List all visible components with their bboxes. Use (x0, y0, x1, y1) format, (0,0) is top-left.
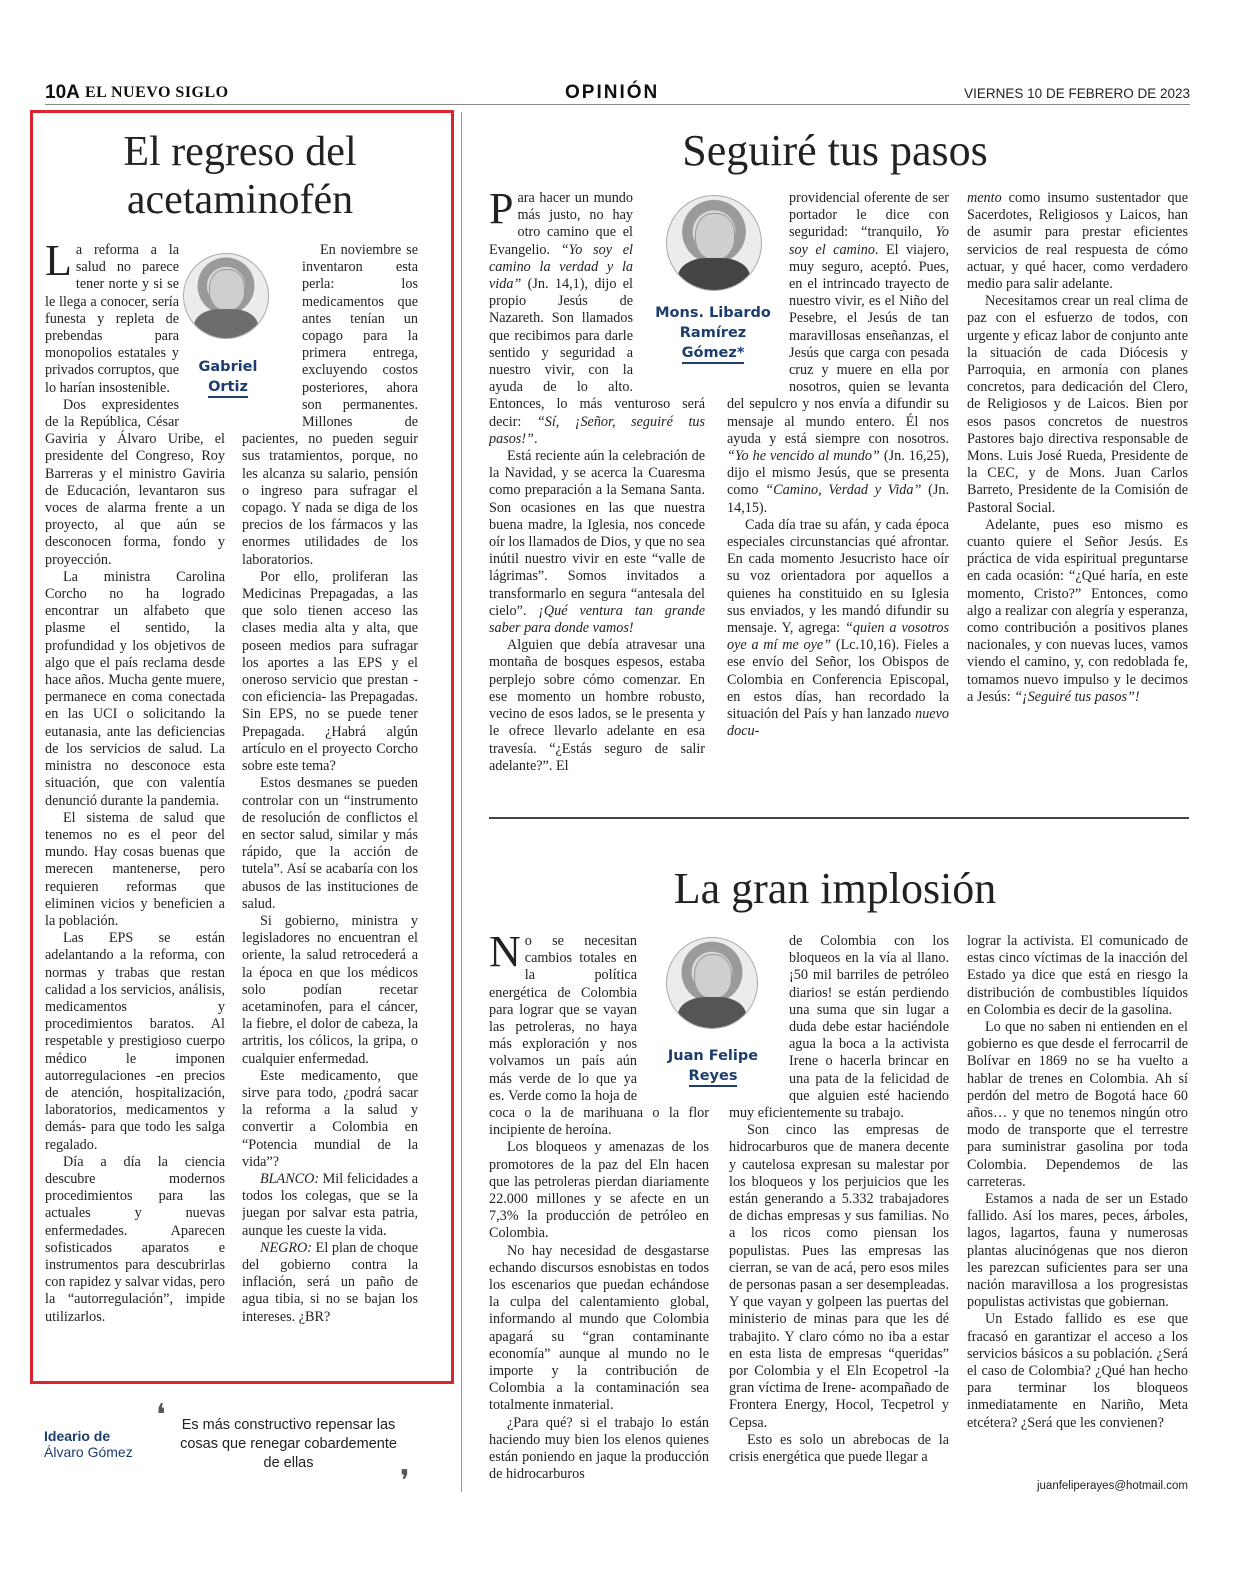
article-title (40, 128, 440, 225)
open-quote-icon: ❛ (156, 1398, 166, 1433)
page-header (45, 82, 1190, 106)
article-3-column-3 (967, 933, 1188, 1478)
article-2-column-2 (727, 190, 949, 778)
ideario-quote: Es más constructivo repensar las cosas que renegar cobardemente de ellas (180, 1417, 397, 1471)
article-2-column-2-text: providencial oferente de ser portador le dice con seguridad: “tranquilo, Yo soy el camino. El viajero, muy seguro, aceptó. Pues, en el intrincado trayecto de nuestro vivir, es el Niño del Pesebre, el Jesús de tan maravillosas enseñanzas, el Jesús que carga con pesada cruz y muere en ella por nosotros, quien se levanta del sepulcro y nos envía a difundir su mensaje al mundo entero. Él nos ayuda y está siempre con nosotros. “Yo he vencido al mundo” (Jn. 16,25), dijo el mismo Jesús, que se presenta como “Camino, Verdad y Vida” (Jn. 14,15). Cada día trae su afán, y cada época especiales circunstancias qué afrontar. En cada momento Jesucristo hace oír su voz orientadora por aquellos a quienes ha constituido en su Iglesia sus enviados, y les mandó difundir su mensaje. Y, agrega: “quien a vosotros oye a mí me oye” (Lc.10,16). Fieles a ese envío del Señor, los Obispos de Colombia en Conferencia Episcopal, en estos días, han recordado la situación del País y han lanzado nuevo docu- (727, 190, 949, 740)
author-2-line3: Gómez* (682, 344, 745, 364)
article-title-line1: El regreso del (123, 129, 357, 175)
article-3-column-3-text: lograr la activista. El comunicado de estas cinco víctimas de la inacción del Estado ya dice que está en riesgo la distribución de combustibles líquidos en Colombia es decir de la gasolina. Lo que no saben ni entienden en el gobierno es que desde el ferrocarril de Bolívar en 1869 no se ha vuelto a hablar de trenes en Colombia. Ah sí perdón del metro de Bogotá hace 60 años… y que no tenemos ningún otro modo de transporte que el terrestre para suministrar gasolina por toda Colombia. Dependemos de las carreteras. Estamos a nada de ser un Estado fallido. Así los mares, peces, árboles, lagos, lagartos, fauna y numerosas plantas alucinógenas que nos dieron les parezcan suficientes para ser una nación maravillosa a los progresistas populistas activistas que gobiernan. Un Estado fallido es ese que fracasó en garantizar el acceso a los servicios básicos a su población. ¿Será el caso de Colombia? ¿Qué han hecho para terminar los bloqueos inmediatamente en Nariño, Meta etcétera? ¿Será que les convienen? (967, 933, 1188, 1431)
author-3-email[interactable]: juanfeliperayes@hotmail.com (1036, 1480, 1188, 1492)
article-2-title: Seguiré tus pasos (682, 126, 988, 175)
horizontal-separator (489, 817, 1189, 819)
page-number: 10A (45, 82, 80, 103)
article-3-column-1-text: No se necesitan cambios totales en la política energética de Colombia para lograr que se vayan las petroleras, no haya más exploración y nos volvamos un país aún más verde de lo que ya es. Verde como la hoja de coca o la de marihuana o la flor incipiente de heroína. Los bloqueos y amenazas de los promotores de la paz del Eln hacen que las petroleras pierdan diariamente 22.000 millones y se afecte en un 7,3% la producción de petróleo en Colombia. No hay necesidad de desgastarse echando discursos esnobistas en todos los escenarios que puedan echándose la culpa del calentamiento global, informando al mundo que Colombia apagará su “gran contaminante economía” aunque al mundo no le importe y la contribución de Colombia a la contaminación sea totalmente inmaterial. ¿Para qué? si el trabajo lo están haciendo muy bien los elenos quienes están poniendo en jaque la producción de hidrocarburos (489, 933, 709, 1483)
article-3-column-1 (489, 933, 709, 1495)
article-column-2 (242, 242, 418, 1367)
column-separator (461, 112, 462, 1492)
issue-date: VIERNES 10 DE FEBRERO DE 2023 (964, 86, 1190, 101)
article-column-1 (45, 242, 225, 1367)
section-title: OPINIÓN (565, 82, 660, 103)
close-quote-icon: ❜ (400, 1464, 410, 1499)
ideario-label-line2: Álvaro Gómez (44, 1444, 133, 1460)
ideario-label-line1: Ideario de (44, 1428, 111, 1444)
article-column-1-text: La reforma a la salud no parece tener norte y si se le llega a conocer, sería funesta y repleta de prebendas para monopolios estatales y privados corruptos, que lo harían insostenible. Dos expresidentes de la República, César Gaviria y Álvaro Uribe, el presidente del Congreso, Roy Barreras y el ministro Gaviria de Educación, levantaron sus voces de alarma frente a un proyecto, al que aún se desconocen forma, fondo y proyección. La ministra Carolina Corcho no ha logrado encontrar un alfabeto que plasme el sentido, la profundidad y los objetivos de algo que el país reclama desde hace años. Mucha gente muere, permanece en coma conectada en las UCI o solicitando la eutanasia, ante las deficiencias de los servicios de salud. La ministra no desconoce esta situación, que con valentía denunció durante la pandemia. El sistema de salud que tenemos no es el peor del mundo. Hay cosas buenas que merecen mantenerse, pero requieren reformas que eliminen vicios y beneficien a la población. Las EPS se están adelantando a la reforma, con normas y trabas que restan calidad a los servicios, análisis, medicamentos y procedimientos baratos. Al respetable y prestigioso cuerpo médico le imponen autorregulaciones -en precios de atención, hospitalización, laboratorios, medicamentos y demás- para que todo les salga regalado. Día a día la ciencia descubre modernos procedimientos para las actuales y nuevas enfermedades. Aparecen sofisticados aparatos e instrumentos para descubrirlas con rapidez y salvar vidas, pero la “autorregulación”, impide utilizarlos. (45, 242, 225, 1325)
article-title-line2: acetaminofén (126, 177, 354, 224)
article-3-column-2-text: de Colombia con los bloqueos en la vía al llano. ¡50 mil barriles de petróleo diarios! se están perdiendo una suma que sin lugar a duda debe estar haciéndole agua la boca a la activista Irene o hacerla brincar en una pata de la felicidad de que alguien esté haciendo muy eficientemente su trabajo. Son cinco las empresas de hidrocarburos que de manera decente y cautelosa expresan su malestar por los bloqueos y los perjuicios que les están generando a 5.332 trabajadores de dichas empresas y sus familias. No a los ricos como piensan los populistas. Pues las empresas las cierran, se van de acá, pero esos miles de personas pasan a ser desempleadas. Y que vayan y golpeen las puertas del ministerio de minas para que les dé trabajito. Y claro cómo no iba a estar en esta lista de empresas “queridas” por Colombia y el Eln Ecopetrol -la gran víctima de Irene- acompañado de Frontera Energy, Hocol, Tecpetrol y Cepsa. Esto es solo un abrebocas de la crisis energética que puede llegar a (729, 933, 949, 1466)
article-3-column-2 (729, 933, 949, 1495)
author-3-line1: Juan Felipe (667, 1048, 759, 1064)
author-first-name: Gabriel (198, 359, 258, 375)
masthead: EL NUEVO SIGLO (85, 84, 229, 101)
ideario-label (44, 1428, 133, 1460)
ideario-box (44, 1398, 444, 1499)
header-rule (45, 104, 1190, 105)
article-2-column-1 (489, 190, 705, 778)
article-column-2-text: En noviembre se inventaron esta perla: los medicamentos que antes tenían un copago para la primera entrega, excluyendo costos posteriores, ahora son permanentes. Millones de pacientes, no pueden seguir sus tratamientos, porque, no les alcanza su salario, pensión o ingreso para sufragar el copago. Y nada se diga de los precios de los fármacos y las enormes utilidades de los laboratorios. Por ello, proliferan las Medicinas Prepagadas, a las que solo tienen acceso las clases media alta y alta, que poseen medios para sufragar los aportes a las EPS y el oneroso servicio que prestan -con eficiencia- las Prepagadas. Sin EPS, no se puede tener Prepagada. ¿Habrá algún artículo en el proyecto Corcho sobre este tema? Estos desmanes se pueden controlar con un “instrumento de resolución de conflictos el en sector salud, similar y más rápido, que la acción de tutela”. Así se acabaría con los abusos de las instituciones de salud. Si gobierno, ministra y legisladores no encuentran el oriente, la salud retrocederá a la época en que los médicos solo podían recetar acetaminofen, para el cáncer, la fiebre, el dolor de cabeza, la artritis, los cólicos, la gripa, o cualquier enfermedad. Este medicamento, que sirve para todo, ¿podrá sacar la reforma a la salud y convertir a Colombia en “Potencia mundial de la vida”? BLANCO: Mil felicidades a todos los colegas, que se la juegan por salvar esta patria, aunque les cueste la vida. NEGRO: El plan de choque del gobierno contra la inflación, será un paño de agua tibia, si no se bajan los intereses. ¿BR? (242, 242, 418, 1325)
author-last-name: Ortiz (208, 378, 248, 398)
article-2-column-3 (967, 190, 1188, 778)
author-3-line2: Reyes (689, 1067, 738, 1087)
article-2-column-1-text: Para hacer un mundo más justo, no hay otro camino que el Evangelio. “Yo soy el camino la verdad y la vida” (Jn. 14,1), dijo el propio Jesús de Nazareth. Son llamados que recibimos para darle sentido y seguridad a nuestro vivir, con la ayuda de lo alto. Entonces, lo más venturoso será decir: “Sí, ¡Señor, seguiré tus pasos!”. Está reciente aún la celebración de la Navidad, y se acerca la Cuaresma como preparación a la Semana Santa. Son ocasiones en las que nuestra buena madre, la Iglesia, nos concede oír los llamados de Dios, y que no sea inútil nuestro vivir en este “valle de lágrimas”. Somos invitados a transformarlo en segura “antesala del cielo”. ¡Qué ventura tan grande saber para donde vamos! Alguien que debía atravesar una montaña de bosques espesos, estaba perplejo sobre cómo comenzar. En ese momento un hombre robusto, vecino de esos lados, se le presenta y le ofrece llevarlo adelante en esa travesía. “¿Estás seguro de salir adelante?”. El (489, 190, 705, 774)
article-2-column-3-text: mento como insumo sustentador que Sacerdotes, Religiosos y Laicos, han de asumir para prestar eficientes servicios de real respuesta de cómo actuar, y qué hacer, como verdadero medio para salir adelante. Necesitamos crear un real clima de paz con el esfuerzo de todos, con urgente y eficaz labor de conjunto ante la situación de cada Diócesis y Parroquia, en armonía con planes concretos, para dedicación del Clero, de Religiosos y de Laicos. Bien por esos pasos concretos de nuestros Pastores bajo directiva responsable de Mons. Luis José Rueda, Presidente de la CEC, y de Mons. Juan Carlos Barreto, Presidente de la Comisión de Pastoral Social. Adelante, pues eso mismo es cuanto quiere el Señor Jesús. Es práctica de vida espiritual preguntarse en cada ocasión: “¿Qué haría, en este momento, Cristo?” Entonces, como algo a realizar con alegría y esperanza, como contribución a positivos planes nacionales, y con nuevas luces, vamos viendo el camino, y, con redoblada fe, tomamos nuevo impulso y le decimos a Jesús: “¡Seguiré tus pasos”! (967, 190, 1188, 705)
article-3-title: La gran implosión (673, 864, 997, 913)
author-2-line2: Ramírez (679, 325, 747, 341)
author-2-line1: Mons. Libardo (655, 305, 771, 321)
